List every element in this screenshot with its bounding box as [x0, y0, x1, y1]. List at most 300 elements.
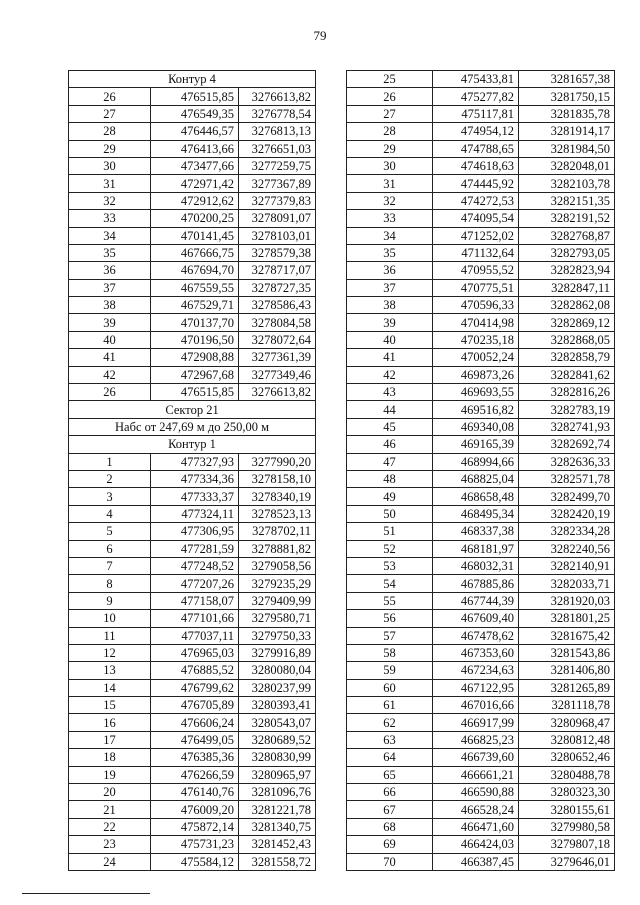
table-row: [69, 88, 316, 105]
point-number: 16: [69, 714, 151, 731]
table-row: [347, 523, 615, 540]
point-number: 37: [69, 279, 151, 296]
table-row: [69, 210, 316, 227]
table-row: [69, 505, 316, 522]
table-row: [69, 314, 316, 331]
point-number: 70: [347, 853, 433, 870]
x-coordinate: 474618,63: [433, 157, 519, 174]
point-number: 3: [69, 488, 151, 505]
table-row: [347, 679, 615, 696]
y-coordinate: 3282140,91: [519, 557, 615, 574]
x-coordinate: 472967,68: [151, 366, 239, 383]
x-coordinate: 475872,14: [151, 818, 239, 835]
x-coordinate: 467234,63: [433, 662, 519, 679]
point-number: 4: [69, 505, 151, 522]
y-coordinate: 3281452,43: [239, 836, 316, 853]
table-row: [69, 140, 316, 157]
table-row: [347, 731, 615, 748]
section-header-row: [69, 71, 316, 88]
y-coordinate: 3278717,07: [239, 262, 316, 279]
section-header: Контур 4: [69, 71, 316, 88]
point-number: 19: [69, 766, 151, 783]
point-number: 25: [347, 71, 433, 88]
point-number: 66: [347, 784, 433, 801]
x-coordinate: 474272,53: [433, 192, 519, 209]
point-number: 52: [347, 540, 433, 557]
x-coordinate: 474095,54: [433, 210, 519, 227]
x-coordinate: 470137,70: [151, 314, 239, 331]
y-coordinate: 3279646,01: [519, 853, 615, 870]
y-coordinate: 3277379,83: [239, 192, 316, 209]
x-coordinate: 477158,07: [151, 592, 239, 609]
x-coordinate: 470196,50: [151, 331, 239, 348]
y-coordinate: 3282862,08: [519, 297, 615, 314]
x-coordinate: 467353,60: [433, 644, 519, 661]
point-number: 41: [69, 349, 151, 366]
x-coordinate: 477281,59: [151, 540, 239, 557]
point-number: 28: [69, 123, 151, 140]
x-coordinate: 477101,66: [151, 610, 239, 627]
point-number: 69: [347, 836, 433, 853]
y-coordinate: 3281221,78: [239, 801, 316, 818]
table-row: [347, 470, 615, 487]
point-number: 23: [69, 836, 151, 853]
table-row: [347, 227, 615, 244]
y-coordinate: 3276613,82: [239, 384, 316, 401]
table-row: [69, 192, 316, 209]
table-row: [347, 662, 615, 679]
x-coordinate: 467478,62: [433, 627, 519, 644]
point-number: 43: [347, 384, 433, 401]
table-row: [347, 644, 615, 661]
point-number: 61: [347, 697, 433, 714]
x-coordinate: 466424,03: [433, 836, 519, 853]
point-number: 42: [69, 366, 151, 383]
x-coordinate: 476009,20: [151, 801, 239, 818]
point-number: 47: [347, 453, 433, 470]
x-coordinate: 476413,66: [151, 140, 239, 157]
y-coordinate: 3279980,58: [519, 818, 615, 835]
coordinates-table-right: [346, 70, 615, 871]
y-coordinate: 3282768,87: [519, 227, 615, 244]
x-coordinate: 469873,26: [433, 366, 519, 383]
table-row: [347, 366, 615, 383]
x-coordinate: 476266,59: [151, 766, 239, 783]
table-row: [69, 384, 316, 401]
x-coordinate: 467609,40: [433, 610, 519, 627]
section-header: Набс от 247,69 м до 250,00 м: [69, 418, 316, 435]
y-coordinate: 3282240,56: [519, 540, 615, 557]
point-number: 34: [347, 227, 433, 244]
point-number: 18: [69, 749, 151, 766]
point-number: 10: [69, 610, 151, 627]
point-number: 63: [347, 731, 433, 748]
point-number: 45: [347, 418, 433, 435]
y-coordinate: 3281558,72: [239, 853, 316, 870]
point-number: 14: [69, 679, 151, 696]
y-coordinate: 3279807,18: [519, 836, 615, 853]
point-number: 46: [347, 436, 433, 453]
table-row: [347, 714, 615, 731]
table-row: [69, 123, 316, 140]
point-number: 40: [347, 331, 433, 348]
point-number: 53: [347, 557, 433, 574]
point-number: 20: [69, 784, 151, 801]
point-number: 17: [69, 731, 151, 748]
point-number: 65: [347, 766, 433, 783]
y-coordinate: 3277259,75: [239, 157, 316, 174]
table-row: [347, 784, 615, 801]
point-number: 55: [347, 592, 433, 609]
table-row: [69, 592, 316, 609]
point-number: 40: [69, 331, 151, 348]
x-coordinate: 467559,55: [151, 279, 239, 296]
point-number: 13: [69, 662, 151, 679]
point-number: 12: [69, 644, 151, 661]
point-number: 38: [347, 297, 433, 314]
section-header-row: [69, 418, 316, 435]
table-row: [69, 697, 316, 714]
y-coordinate: 3276813,13: [239, 123, 316, 140]
y-coordinate: 3280080,04: [239, 662, 316, 679]
y-coordinate: 3282191,52: [519, 210, 615, 227]
x-coordinate: 470052,24: [433, 349, 519, 366]
y-coordinate: 3279235,29: [239, 575, 316, 592]
y-coordinate: 3280689,52: [239, 731, 316, 748]
x-coordinate: 475433,81: [433, 71, 519, 88]
y-coordinate: 3282692,74: [519, 436, 615, 453]
x-coordinate: 466590,88: [433, 784, 519, 801]
x-coordinate: 470955,52: [433, 262, 519, 279]
y-coordinate: 3281801,25: [519, 610, 615, 627]
y-coordinate: 3280812,48: [519, 731, 615, 748]
y-coordinate: 3282741,93: [519, 418, 615, 435]
x-coordinate: 467122,95: [433, 679, 519, 696]
table-row: [69, 157, 316, 174]
coordinates-table-left: [68, 70, 316, 871]
y-coordinate: 3278340,19: [239, 488, 316, 505]
point-number: 64: [347, 749, 433, 766]
y-coordinate: 3277990,20: [239, 453, 316, 470]
y-coordinate: 3277349,46: [239, 366, 316, 383]
table-row: [347, 627, 615, 644]
x-coordinate: 476446,57: [151, 123, 239, 140]
point-number: 29: [347, 140, 433, 157]
y-coordinate: 3282841,62: [519, 366, 615, 383]
point-number: 51: [347, 523, 433, 540]
y-coordinate: 3282847,11: [519, 279, 615, 296]
point-number: 22: [69, 818, 151, 835]
x-coordinate: 470596,33: [433, 297, 519, 314]
point-number: 59: [347, 662, 433, 679]
table-row: [347, 853, 615, 870]
point-number: 50: [347, 505, 433, 522]
table-row: [347, 244, 615, 261]
table-row: [347, 331, 615, 348]
table-row: [347, 557, 615, 574]
x-coordinate: 477333,37: [151, 488, 239, 505]
point-number: 7: [69, 557, 151, 574]
point-number: 68: [347, 818, 433, 835]
table-row: [347, 88, 615, 105]
x-coordinate: 469693,55: [433, 384, 519, 401]
table-row: [347, 262, 615, 279]
table-row: [69, 784, 316, 801]
x-coordinate: 472971,42: [151, 175, 239, 192]
table-row: [347, 418, 615, 435]
x-coordinate: 477334,36: [151, 470, 239, 487]
y-coordinate: 3278579,38: [239, 244, 316, 261]
table-row: [347, 766, 615, 783]
x-coordinate: 469516,82: [433, 401, 519, 418]
y-coordinate: 3278103,01: [239, 227, 316, 244]
x-coordinate: 469340,08: [433, 418, 519, 435]
point-number: 30: [347, 157, 433, 174]
x-coordinate: 466739,60: [433, 749, 519, 766]
table-row: [69, 801, 316, 818]
x-coordinate: 476515,85: [151, 88, 239, 105]
table-row: [347, 436, 615, 453]
x-coordinate: 466917,99: [433, 714, 519, 731]
y-coordinate: 3279750,33: [239, 627, 316, 644]
x-coordinate: 477306,95: [151, 523, 239, 540]
table-row: [69, 488, 316, 505]
section-header: Контур 1: [69, 436, 316, 453]
table-row: [69, 714, 316, 731]
y-coordinate: 3282783,19: [519, 401, 615, 418]
x-coordinate: 466825,23: [433, 731, 519, 748]
x-coordinate: 467694,70: [151, 262, 239, 279]
table-row: [69, 331, 316, 348]
y-coordinate: 3281657,38: [519, 71, 615, 88]
x-coordinate: 467885,86: [433, 575, 519, 592]
point-number: 28: [347, 123, 433, 140]
x-coordinate: 477248,52: [151, 557, 239, 574]
point-number: 31: [69, 175, 151, 192]
x-coordinate: 477324,11: [151, 505, 239, 522]
table-row: [69, 662, 316, 679]
point-number: 36: [69, 262, 151, 279]
x-coordinate: 470775,51: [433, 279, 519, 296]
table-row: [69, 105, 316, 122]
section-header-row: [69, 436, 316, 453]
x-coordinate: 468181,97: [433, 540, 519, 557]
x-coordinate: 471252,02: [433, 227, 519, 244]
point-number: 54: [347, 575, 433, 592]
point-number: 67: [347, 801, 433, 818]
y-coordinate: 3277361,39: [239, 349, 316, 366]
table-row: [347, 157, 615, 174]
y-coordinate: 3282151,35: [519, 192, 615, 209]
x-coordinate: 476385,36: [151, 749, 239, 766]
point-number: 1: [69, 453, 151, 470]
x-coordinate: 467529,71: [151, 297, 239, 314]
point-number: 6: [69, 540, 151, 557]
y-coordinate: 3281340,75: [239, 818, 316, 835]
point-number: 31: [347, 175, 433, 192]
y-coordinate: 3282869,12: [519, 314, 615, 331]
x-coordinate: 470141,45: [151, 227, 239, 244]
x-coordinate: 469165,39: [433, 436, 519, 453]
x-coordinate: 472908,88: [151, 349, 239, 366]
point-number: 35: [347, 244, 433, 261]
table-row: [69, 262, 316, 279]
point-number: 32: [69, 192, 151, 209]
table-row: [69, 766, 316, 783]
x-coordinate: 475731,23: [151, 836, 239, 853]
y-coordinate: 3280830,99: [239, 749, 316, 766]
x-coordinate: 466471,60: [433, 818, 519, 835]
table-row: [347, 818, 615, 835]
table-row: [69, 644, 316, 661]
point-number: 49: [347, 488, 433, 505]
table-row: [69, 244, 316, 261]
y-coordinate: 3280543,07: [239, 714, 316, 731]
table-row: [347, 749, 615, 766]
x-coordinate: 468337,38: [433, 523, 519, 540]
section-header: Сектор 21: [69, 401, 316, 418]
x-coordinate: 467744,39: [433, 592, 519, 609]
table-row: [347, 279, 615, 296]
point-number: 15: [69, 697, 151, 714]
page-number: 79: [313, 28, 327, 43]
table-row: [347, 592, 615, 609]
point-number: 29: [69, 140, 151, 157]
point-number: 62: [347, 714, 433, 731]
y-coordinate: 3279058,56: [239, 557, 316, 574]
point-number: 34: [69, 227, 151, 244]
y-coordinate: 3282823,94: [519, 262, 615, 279]
point-number: 33: [69, 210, 151, 227]
point-number: 26: [69, 88, 151, 105]
y-coordinate: 3281914,17: [519, 123, 615, 140]
y-coordinate: 3282033,71: [519, 575, 615, 592]
point-number: 35: [69, 244, 151, 261]
table-row: [347, 575, 615, 592]
point-number: 27: [347, 105, 433, 122]
table-row: [347, 610, 615, 627]
y-coordinate: 3281675,42: [519, 627, 615, 644]
point-number: 48: [347, 470, 433, 487]
y-coordinate: 3281920,03: [519, 592, 615, 609]
table-row: [347, 488, 615, 505]
table-row: [347, 71, 615, 88]
y-coordinate: 3278727,35: [239, 279, 316, 296]
table-row: [347, 175, 615, 192]
x-coordinate: 476705,89: [151, 697, 239, 714]
y-coordinate: 3282103,78: [519, 175, 615, 192]
point-number: 56: [347, 610, 433, 627]
table-row: [347, 505, 615, 522]
x-coordinate: 468495,34: [433, 505, 519, 522]
x-coordinate: 475277,82: [433, 88, 519, 105]
table-row: [347, 836, 615, 853]
x-coordinate: 476965,03: [151, 644, 239, 661]
y-coordinate: 3280652,46: [519, 749, 615, 766]
y-coordinate: 3278523,13: [239, 505, 316, 522]
y-coordinate: 3278158,10: [239, 470, 316, 487]
point-number: 5: [69, 523, 151, 540]
table-row: [69, 366, 316, 383]
x-coordinate: 476549,35: [151, 105, 239, 122]
y-coordinate: 3281406,80: [519, 662, 615, 679]
x-coordinate: 473477,66: [151, 157, 239, 174]
table-row: [347, 297, 615, 314]
y-coordinate: 3278881,82: [239, 540, 316, 557]
section-header-row: [69, 401, 316, 418]
table-row: [69, 853, 316, 870]
footnote-rule: [22, 893, 150, 894]
x-coordinate: 476799,62: [151, 679, 239, 696]
table-row: [69, 557, 316, 574]
x-coordinate: 474788,65: [433, 140, 519, 157]
y-coordinate: 3282793,05: [519, 244, 615, 261]
table-row: [347, 540, 615, 557]
y-coordinate: 3280323,30: [519, 784, 615, 801]
x-coordinate: 475584,12: [151, 853, 239, 870]
x-coordinate: 474445,92: [433, 175, 519, 192]
x-coordinate: 476606,24: [151, 714, 239, 731]
point-number: 57: [347, 627, 433, 644]
y-coordinate: 3278091,07: [239, 210, 316, 227]
table-row: [347, 349, 615, 366]
point-number: 24: [69, 853, 151, 870]
table-row: [69, 297, 316, 314]
table-row: [347, 210, 615, 227]
table-row: [69, 575, 316, 592]
table-row: [69, 453, 316, 470]
y-coordinate: 3280488,78: [519, 766, 615, 783]
y-coordinate: 3280155,61: [519, 801, 615, 818]
table-row: [69, 610, 316, 627]
x-coordinate: 470235,18: [433, 331, 519, 348]
table-row: [69, 731, 316, 748]
table-row: [69, 175, 316, 192]
table-row: [347, 453, 615, 470]
table-row: [347, 314, 615, 331]
x-coordinate: 466387,45: [433, 853, 519, 870]
y-coordinate: 3282868,05: [519, 331, 615, 348]
y-coordinate: 3278702,11: [239, 523, 316, 540]
table-row: [347, 140, 615, 157]
x-coordinate: 466528,24: [433, 801, 519, 818]
y-coordinate: 3281835,78: [519, 105, 615, 122]
x-coordinate: 467666,75: [151, 244, 239, 261]
table-row: [347, 801, 615, 818]
y-coordinate: 3278072,64: [239, 331, 316, 348]
table-row: [69, 349, 316, 366]
x-coordinate: 468658,48: [433, 488, 519, 505]
y-coordinate: 3282571,78: [519, 470, 615, 487]
table-row: [347, 105, 615, 122]
table-row: [347, 192, 615, 209]
table-row: [69, 818, 316, 835]
y-coordinate: 3276778,54: [239, 105, 316, 122]
point-number: 41: [347, 349, 433, 366]
y-coordinate: 3282636,33: [519, 453, 615, 470]
x-coordinate: 476515,85: [151, 384, 239, 401]
point-number: 26: [347, 88, 433, 105]
y-coordinate: 3280968,47: [519, 714, 615, 731]
y-coordinate: 3282816,26: [519, 384, 615, 401]
x-coordinate: 477037,11: [151, 627, 239, 644]
y-coordinate: 3281265,89: [519, 679, 615, 696]
point-number: 9: [69, 592, 151, 609]
x-coordinate: 467016,66: [433, 697, 519, 714]
x-coordinate: 476140,76: [151, 784, 239, 801]
y-coordinate: 3282334,28: [519, 523, 615, 540]
point-number: 44: [347, 401, 433, 418]
